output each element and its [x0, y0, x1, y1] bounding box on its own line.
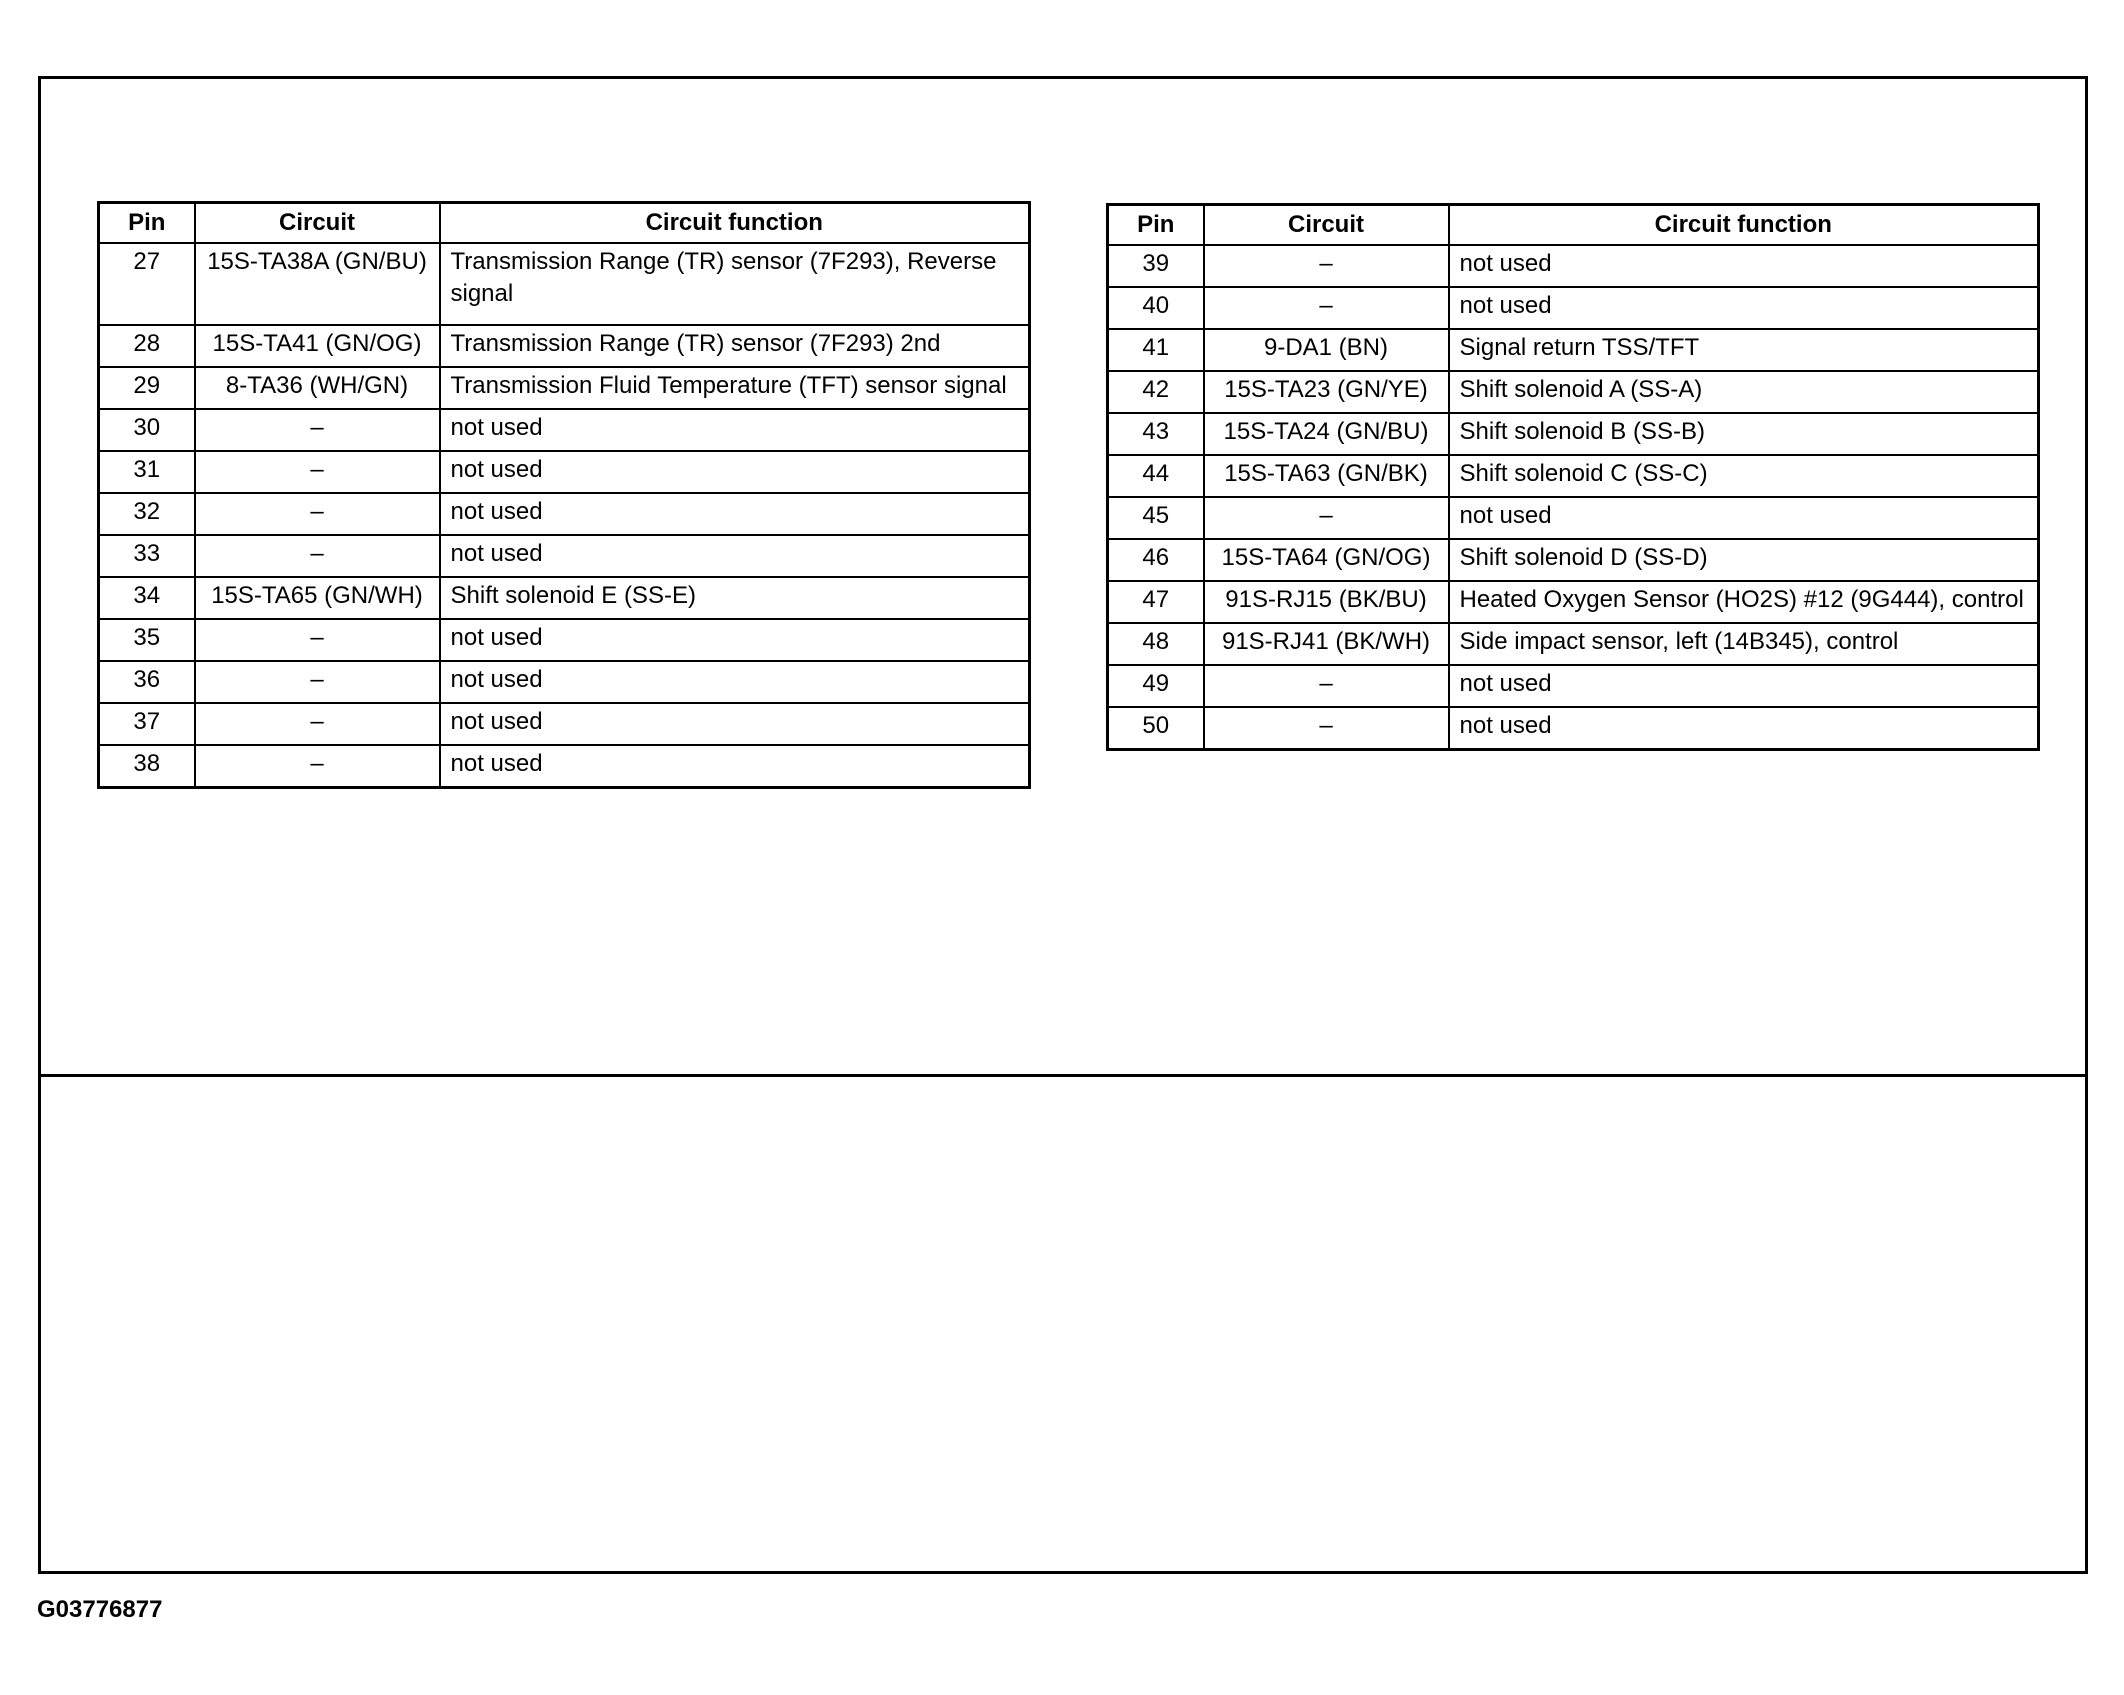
- pin-cell: 39: [1108, 245, 1204, 287]
- pin-cell: 44: [1108, 455, 1204, 497]
- table-row: [1108, 497, 2039, 539]
- function-cell: not used: [440, 619, 1030, 661]
- table-row: [1108, 245, 2039, 287]
- pin-cell: 48: [1108, 623, 1204, 665]
- circuit-cell: 15S-TA65 (GN/WH): [195, 577, 440, 619]
- table-row: [1108, 287, 2039, 329]
- pin-cell: 41: [1108, 329, 1204, 371]
- circuit-cell: –: [195, 535, 440, 577]
- function-cell: not used: [440, 661, 1030, 703]
- pin-cell: 43: [1108, 413, 1204, 455]
- function-cell: not used: [440, 451, 1030, 493]
- frame-divider: [38, 1074, 2088, 1077]
- function-cell: not used: [1449, 497, 2039, 539]
- function-cell: Transmission Fluid Temperature (TFT) sensor signal: [440, 367, 1030, 409]
- header-function: Circuit function: [1449, 205, 2039, 246]
- circuit-cell: 15S-TA64 (GN/OG): [1204, 539, 1449, 581]
- circuit-cell: 15S-TA38A (GN/BU): [195, 243, 440, 325]
- pin-cell: 50: [1108, 707, 1204, 750]
- pin-cell: 30: [99, 409, 195, 451]
- pin-cell: 49: [1108, 665, 1204, 707]
- circuit-cell: 15S-TA63 (GN/BK): [1204, 455, 1449, 497]
- circuit-cell: –: [195, 619, 440, 661]
- table-row: [99, 535, 1030, 577]
- table-row: [99, 409, 1030, 451]
- table-row: [99, 325, 1030, 367]
- circuit-cell: 15S-TA23 (GN/YE): [1204, 371, 1449, 413]
- table-row: [1108, 329, 2039, 371]
- table-row: [99, 577, 1030, 619]
- function-cell: Heated Oxygen Sensor (HO2S) #12 (9G444), control: [1449, 581, 2039, 623]
- function-cell: Shift solenoid D (SS-D): [1449, 539, 2039, 581]
- table-row: [99, 619, 1030, 661]
- table-row: [99, 367, 1030, 409]
- function-cell: not used: [1449, 245, 2039, 287]
- circuit-cell: 9-DA1 (BN): [1204, 329, 1449, 371]
- pin-cell: 38: [99, 745, 195, 788]
- table-row: [99, 745, 1030, 788]
- function-cell: not used: [440, 745, 1030, 788]
- function-cell: Shift solenoid E (SS-E): [440, 577, 1030, 619]
- function-cell: Signal return TSS/TFT: [1449, 329, 2039, 371]
- pin-cell: 46: [1108, 539, 1204, 581]
- circuit-cell: –: [1204, 665, 1449, 707]
- circuit-cell: –: [1204, 497, 1449, 539]
- function-cell: Transmission Range (TR) sensor (7F293), Reverse signal: [440, 243, 1030, 325]
- function-cell: not used: [440, 535, 1030, 577]
- function-cell: not used: [440, 703, 1030, 745]
- pin-table-left: [97, 201, 1031, 789]
- table-row: [1108, 707, 2039, 750]
- table-row: [1108, 665, 2039, 707]
- circuit-cell: –: [195, 703, 440, 745]
- function-cell: Shift solenoid B (SS-B): [1449, 413, 2039, 455]
- pin-cell: 45: [1108, 497, 1204, 539]
- circuit-cell: –: [1204, 707, 1449, 750]
- circuit-cell: –: [1204, 245, 1449, 287]
- circuit-cell: –: [1204, 287, 1449, 329]
- pin-cell: 33: [99, 535, 195, 577]
- table-row: [99, 661, 1030, 703]
- pin-table-right: [1106, 203, 2040, 751]
- pin-cell: 37: [99, 703, 195, 745]
- circuit-cell: 15S-TA41 (GN/OG): [195, 325, 440, 367]
- function-cell: not used: [1449, 665, 2039, 707]
- header-row: [99, 203, 1030, 244]
- pin-cell: 36: [99, 661, 195, 703]
- table-row: [1108, 581, 2039, 623]
- function-cell: not used: [1449, 707, 2039, 750]
- table-row: [1108, 371, 2039, 413]
- header-row: [1108, 205, 2039, 246]
- function-cell: not used: [440, 493, 1030, 535]
- header-pin: Pin: [99, 203, 195, 244]
- header-circuit: Circuit: [195, 203, 440, 244]
- circuit-cell: –: [195, 493, 440, 535]
- pin-cell: 35: [99, 619, 195, 661]
- header-function: Circuit function: [440, 203, 1030, 244]
- pin-cell: 42: [1108, 371, 1204, 413]
- table-row: [99, 703, 1030, 745]
- circuit-cell: 15S-TA24 (GN/BU): [1204, 413, 1449, 455]
- pin-cell: 47: [1108, 581, 1204, 623]
- circuit-cell: 91S-RJ41 (BK/WH): [1204, 623, 1449, 665]
- circuit-cell: –: [195, 745, 440, 788]
- function-cell: Shift solenoid C (SS-C): [1449, 455, 2039, 497]
- pin-cell: 28: [99, 325, 195, 367]
- function-cell: Shift solenoid A (SS-A): [1449, 371, 2039, 413]
- table-row: [1108, 455, 2039, 497]
- pin-cell: 27: [99, 243, 195, 325]
- header-circuit: Circuit: [1204, 205, 1449, 246]
- pin-cell: 40: [1108, 287, 1204, 329]
- table-row: [99, 451, 1030, 493]
- pin-cell: 31: [99, 451, 195, 493]
- circuit-cell: –: [195, 661, 440, 703]
- table-row: [1108, 539, 2039, 581]
- circuit-cell: –: [195, 409, 440, 451]
- pin-cell: 29: [99, 367, 195, 409]
- table-row: [1108, 623, 2039, 665]
- pin-cell: 34: [99, 577, 195, 619]
- figure-id: G03776877: [37, 1596, 163, 1623]
- table-row: [99, 243, 1030, 325]
- table-row: [99, 493, 1030, 535]
- header-pin: Pin: [1108, 205, 1204, 246]
- circuit-cell: 8-TA36 (WH/GN): [195, 367, 440, 409]
- pin-cell: 32: [99, 493, 195, 535]
- function-cell: Side impact sensor, left (14B345), control: [1449, 623, 2039, 665]
- circuit-cell: 91S-RJ15 (BK/BU): [1204, 581, 1449, 623]
- function-cell: not used: [440, 409, 1030, 451]
- function-cell: not used: [1449, 287, 2039, 329]
- table-row: [1108, 413, 2039, 455]
- function-cell: Transmission Range (TR) sensor (7F293) 2nd: [440, 325, 1030, 367]
- circuit-cell: –: [195, 451, 440, 493]
